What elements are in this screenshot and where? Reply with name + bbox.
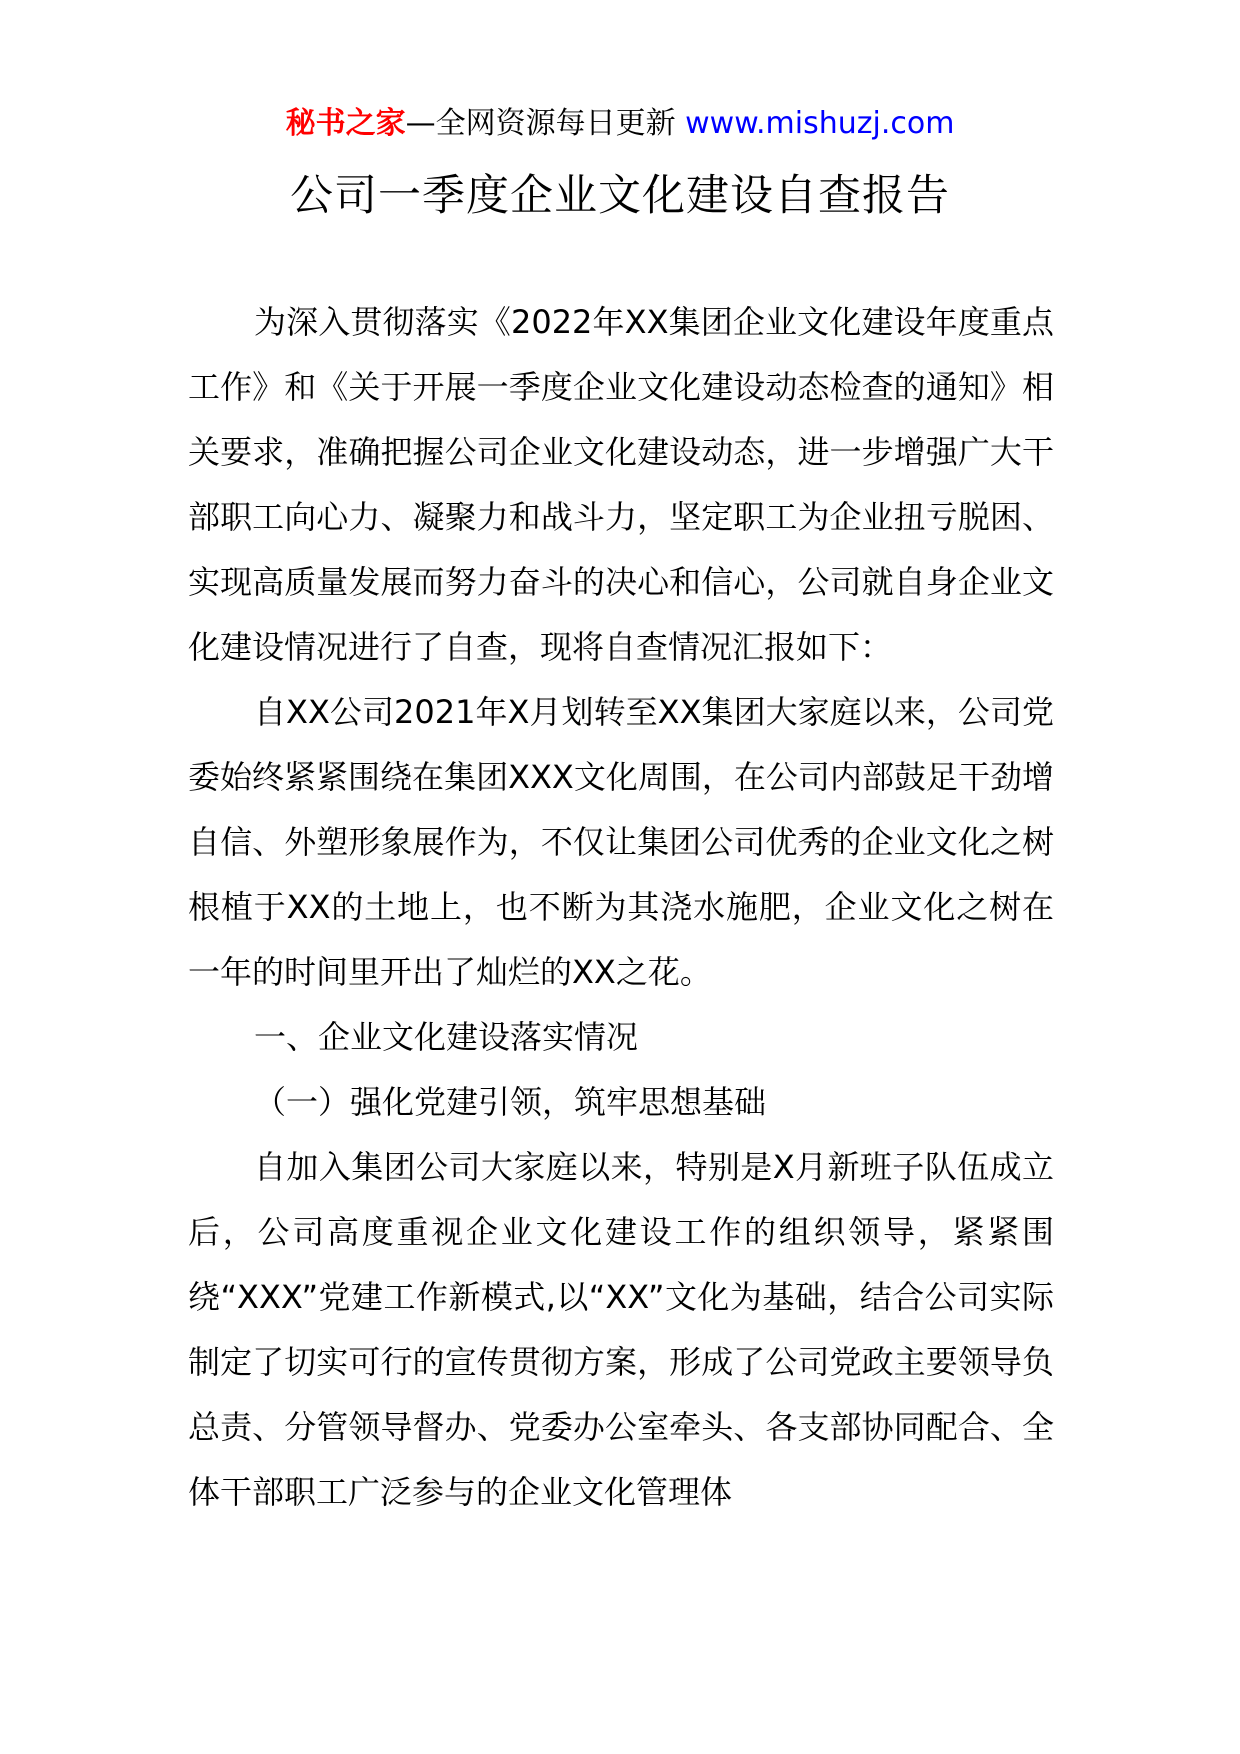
document-title: 公司一季度企业文化建设自查报告 (290, 171, 950, 221)
document-body (188, 290, 1054, 1525)
body-paragraph: 自加入集团公司大家庭以来，特别是X月新班子队伍成立后，公司高度重视企业文化建设工作的组织领导，紧紧围绕“XXX”党建工作新模式,以“XX”文化为基础，结合公司实际制定了切实可行的宣传贯彻方案，形成了公司党政主要领导负总责、分管领导督办、党委办公室牵头、各支部协同配合、全体干部职工广泛参与的企业文化管理体 (188, 1148, 1054, 1511)
site-header (0, 102, 1240, 146)
subsection-heading: （一）强化党建引领，筑牢思想基础 (254, 1083, 767, 1121)
body-paragraph: 为深入贯彻落实《2022年XX集团企业文化建设年度重点工作》和《关于开展一季度企业文化建设动态检查的通知》相关要求，准确把握公司企业文化建设动态，进一步增强广大干部职工向心力、凝聚力和战斗力，坚定职工为企业扭亏脱困、实现高质量发展而努力奋斗的决心和信心，公司就自身企业文化建设情况进行了自查，现将自查情况汇报如下： (188, 303, 1054, 666)
section-heading: 一、企业文化建设落实情况 (254, 1018, 639, 1056)
site-brand: 秘书之家 (285, 106, 406, 141)
body-paragraph: 自XX公司2021年X月划转至XX集团大家庭以来，公司党委始终紧紧围绕在集团XXX文化周围，在公司内部鼓足干劲增自信、外塑形象展作为，不仅让集团公司优秀的企业文化之树根植于XX的土地上，也不断为其浇水施肥，企业文化之树在一年的时间里开出了灿烂的XX之花。 (188, 693, 1054, 991)
site-tagline: —全网资源每日更新 (405, 106, 676, 141)
site-url-link[interactable]: www.mishuzj.com (685, 106, 955, 141)
